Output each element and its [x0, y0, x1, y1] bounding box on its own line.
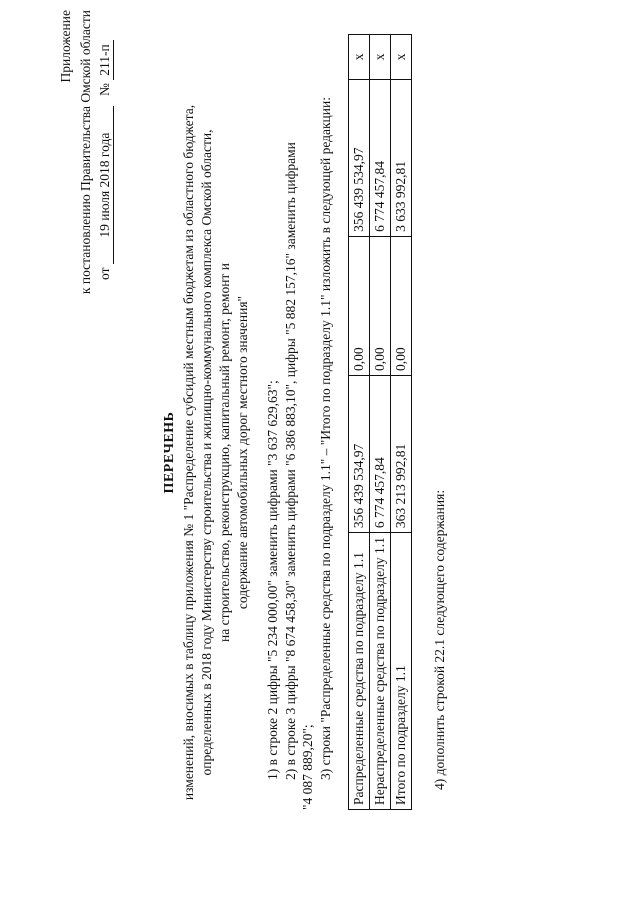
table-cell: x [349, 35, 370, 80]
item-3: 3) строки "Распределенные средства по подразделу 1.1" – "Итого по подразделу 1.1" изложить в следующей редакции: [318, 97, 333, 780]
replacement-table [348, 34, 412, 810]
table-cell: 356 439 534,97 [349, 376, 370, 533]
resolution-number: 211-п [97, 40, 114, 79]
table-cell: 0,00 [370, 236, 391, 375]
resolution-reference: к постановлению Правительства Омской области [78, 10, 93, 295]
resolution-date: 19 июля 2018 года [97, 106, 114, 264]
resolution-date-line [97, 40, 114, 280]
table-row [349, 35, 370, 810]
table-cell: x [391, 35, 412, 80]
from-label: от [97, 267, 112, 280]
table-cell: 363 213 992,81 [391, 376, 412, 533]
table-cell: 0,00 [349, 236, 370, 375]
table-cell: Нераспределенные средства по подразделу 1.1 [370, 533, 391, 810]
item-2-continuation: "4 087 889,20"; [300, 724, 315, 810]
table-row [370, 35, 391, 810]
table-row [391, 35, 412, 810]
table-cell: 0,00 [391, 236, 412, 375]
table-cell: 3 633 992,81 [391, 79, 412, 236]
item-2: 2) в строке 3 цифры "8 674 458,30" заменить цифрами "6 386 883,10", цифры "5 882 157,16" заменить цифрами [283, 142, 298, 780]
document-title: ПЕРЕЧЕНЬ [162, 411, 177, 494]
number-label: № [97, 83, 112, 97]
table-cell: x [370, 35, 391, 80]
item-4: 4) дополнить строкой 22.1 следующего содержания: [432, 489, 447, 790]
table-cell: Итого по подразделу 1.1 [391, 533, 412, 810]
subtitle-line-2: определенных в 2018 году Министерству строительства и жилищно-коммунального комплекса Омской области, [199, 129, 214, 776]
table-cell: 356 439 534,97 [349, 79, 370, 236]
subtitle-line-3: на строительство, реконструкцию, капитальный ремонт, ремонт и [217, 263, 232, 642]
appendix-label: Приложение [58, 10, 73, 83]
item-1: 1) в строке 2 цифры "5 234 000,00" заменить цифрами "3 637 629,63"; [265, 380, 280, 780]
table-cell: 6 774 457,84 [370, 79, 391, 236]
subtitle-line-1: изменений, вносимых в таблицу приложения № 1 "Распределение субсидий местным бюджетам из областного бюджета, [181, 104, 196, 801]
subtitle-line-4: содержание автомобильных дорог местного значения" [235, 295, 250, 610]
table-cell: Распределенные средства по подразделу 1.1 [349, 533, 370, 810]
table-cell: 6 774 457,84 [370, 376, 391, 533]
